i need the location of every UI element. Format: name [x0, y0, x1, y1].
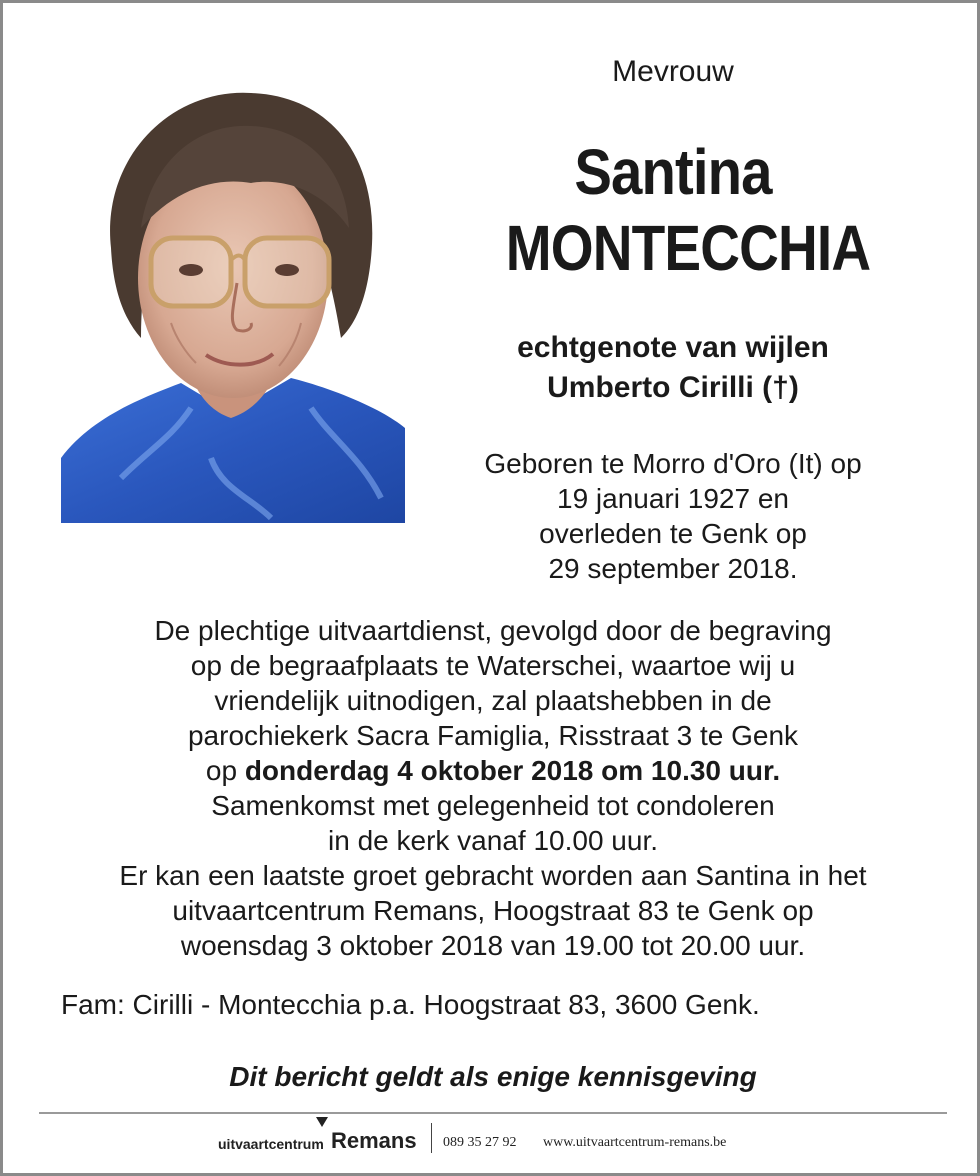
footer — [3, 1117, 977, 1167]
ceremony-line-2: op de begraafplaats te Waterschei, waartoe wij u — [190, 650, 796, 681]
footer-phone: 089 35 27 92 — [443, 1135, 517, 1150]
farewell-line-2: uitvaartcentrum Remans, Hoogstraat 83 te Genk op — [172, 895, 814, 926]
ceremony-date-line — [23, 753, 963, 788]
ceremony-line-3: vriendelijk uitnodigen, zal plaatshebben in de — [214, 685, 772, 716]
farewell-line-3: woensdag 3 oktober 2018 van 19.00 tot 20.00 uur. — [180, 930, 806, 961]
ceremony-date-prefix: op — [205, 755, 238, 786]
ceremony-line-4: parochiekerk Sacra Famiglia, Risstraat 3 te Genk — [187, 720, 799, 751]
footer-separator — [431, 1123, 432, 1153]
family-address: Fam: Cirilli - Montecchia p.a. Hoogstraat 83, 3600 Genk. — [61, 989, 760, 1020]
birth-line-2: 19 januari 1927 en — [557, 483, 789, 514]
footer-brand: Remans — [331, 1128, 417, 1153]
footer-prefix: uitvaartcentrum — [218, 1136, 324, 1152]
footer-website: www.uitvaartcentrum-remans.be — [543, 1135, 727, 1150]
ceremony-line-1: De plechtige uitvaartdienst, gevolgd door de begraving — [154, 615, 832, 646]
birth-line-1: Geboren te Morro d'Oro (It) op — [484, 448, 862, 479]
portrait-photo — [61, 78, 405, 523]
death-line-2: 29 september 2018. — [548, 553, 798, 584]
death-line-1: overleden te Genk op — [539, 518, 807, 549]
honorific: Mevrouw — [612, 55, 734, 88]
first-name: Santina — [574, 136, 772, 208]
footer-divider — [39, 1112, 947, 1114]
triangle-marker-icon — [316, 1117, 328, 1127]
last-name: MONTECCHIA — [505, 212, 871, 284]
notice-statement: Dit bericht geldt als enige kennisgeving — [229, 1061, 757, 1092]
condolence-line-1: Samenkomst met gelegenheid tot condoleren — [211, 790, 775, 821]
spouse-relation: echtgenote van wijlen — [517, 331, 829, 364]
ceremony-date: donderdag 4 oktober 2018 om 10.30 uur. — [244, 755, 781, 786]
portrait-illustration — [61, 78, 405, 523]
condolence-line-2: in de kerk vanaf 10.00 uur. — [328, 825, 658, 856]
farewell-line-1: Er kan een laatste groet gebracht worden aan Santina in het — [119, 860, 867, 891]
spouse-name: Umberto Cirilli (†) — [547, 371, 799, 404]
